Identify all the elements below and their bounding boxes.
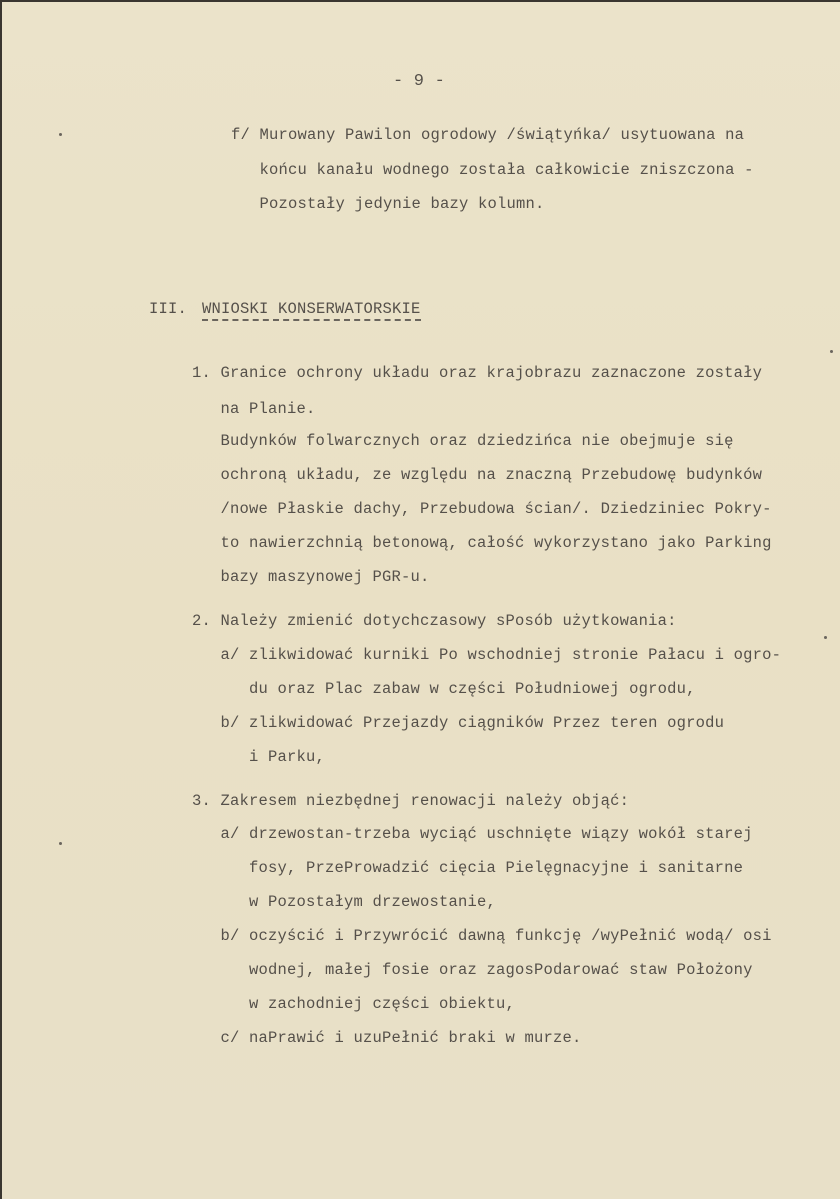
item-2-line-4: b/ zlikwidować Przejazdy ciągników Przez teren ogrodu: [192, 714, 725, 732]
item-2-line-5: i Parku,: [192, 748, 326, 766]
section-f-line-3: Pozostały jedynie bazy kolumn.: [231, 195, 545, 213]
item-1-line-1: 1. Granice ochrony układu oraz krajobrazu zaznaczone zostały: [192, 364, 763, 382]
item-3-line-2: a/ drzewostan-trzeba wyciąć uschnięte wiązy wokół starej: [192, 825, 753, 843]
item-1-line-7: bazy maszynowej PGR-u.: [192, 568, 430, 586]
margin-mark: [824, 636, 827, 639]
item-1-line-3: Budynków folwarcznych oraz dziedzińca nie obejmuje się: [192, 432, 734, 450]
section-f-line-1: f/ Murowany Pawilon ogrodowy /świątyńka/ usytuowana na: [231, 126, 745, 144]
section-number: III.: [149, 300, 188, 318]
item-1-line-4: ochroną układu, ze względu na znaczną Przebudowę budynków: [192, 466, 763, 484]
margin-mark: [830, 350, 833, 353]
item-3-line-5: b/ oczyścić i Przywrócić dawną funkcję /wyPełnić wodą/ osi: [192, 927, 772, 945]
item-3-line-6: wodnej, małej fosie oraz zagosPodarować staw Położony: [192, 961, 753, 979]
item-3-line-8: c/ naPrawić i uzuPełnić braki w murze.: [192, 1029, 582, 1047]
item-3-line-4: w Pozostałym drzewostanie,: [192, 893, 497, 911]
item-3-line-1: 3. Zakresem niezbędnej renowacji należy objąć:: [192, 792, 630, 810]
page-number: - 9 -: [393, 72, 446, 91]
section-title: WNIOSKI KONSERWATORSKIE: [202, 300, 421, 321]
margin-mark: [59, 133, 62, 136]
section-f-line-2: końcu kanału wodnego została całkowicie zniszczona -: [231, 161, 754, 179]
item-2-line-1: 2. Należy zmienić dotychczasowy sPosób użytkowania:: [192, 612, 677, 630]
item-1-line-2: na Planie.: [192, 400, 316, 418]
item-3-line-3: fosy, PrzeProwadzić cięcia Pielęgnacyjne i sanitarne: [192, 859, 744, 877]
item-1-line-5: /nowe Płaskie dachy, Przebudowa ścian/. Dziedziniec Pokry-: [192, 500, 772, 518]
margin-mark: [59, 842, 62, 845]
item-3-line-7: w zachodniej części obiektu,: [192, 995, 516, 1013]
item-2-line-2: a/ zlikwidować kurniki Po wschodniej stronie Pałacu i ogro-: [192, 646, 782, 664]
item-1-line-6: to nawierzchnią betonową, całość wykorzystano jako Parking: [192, 534, 772, 552]
item-2-line-3: du oraz Plac zabaw w części Południowej ogrodu,: [192, 680, 696, 698]
